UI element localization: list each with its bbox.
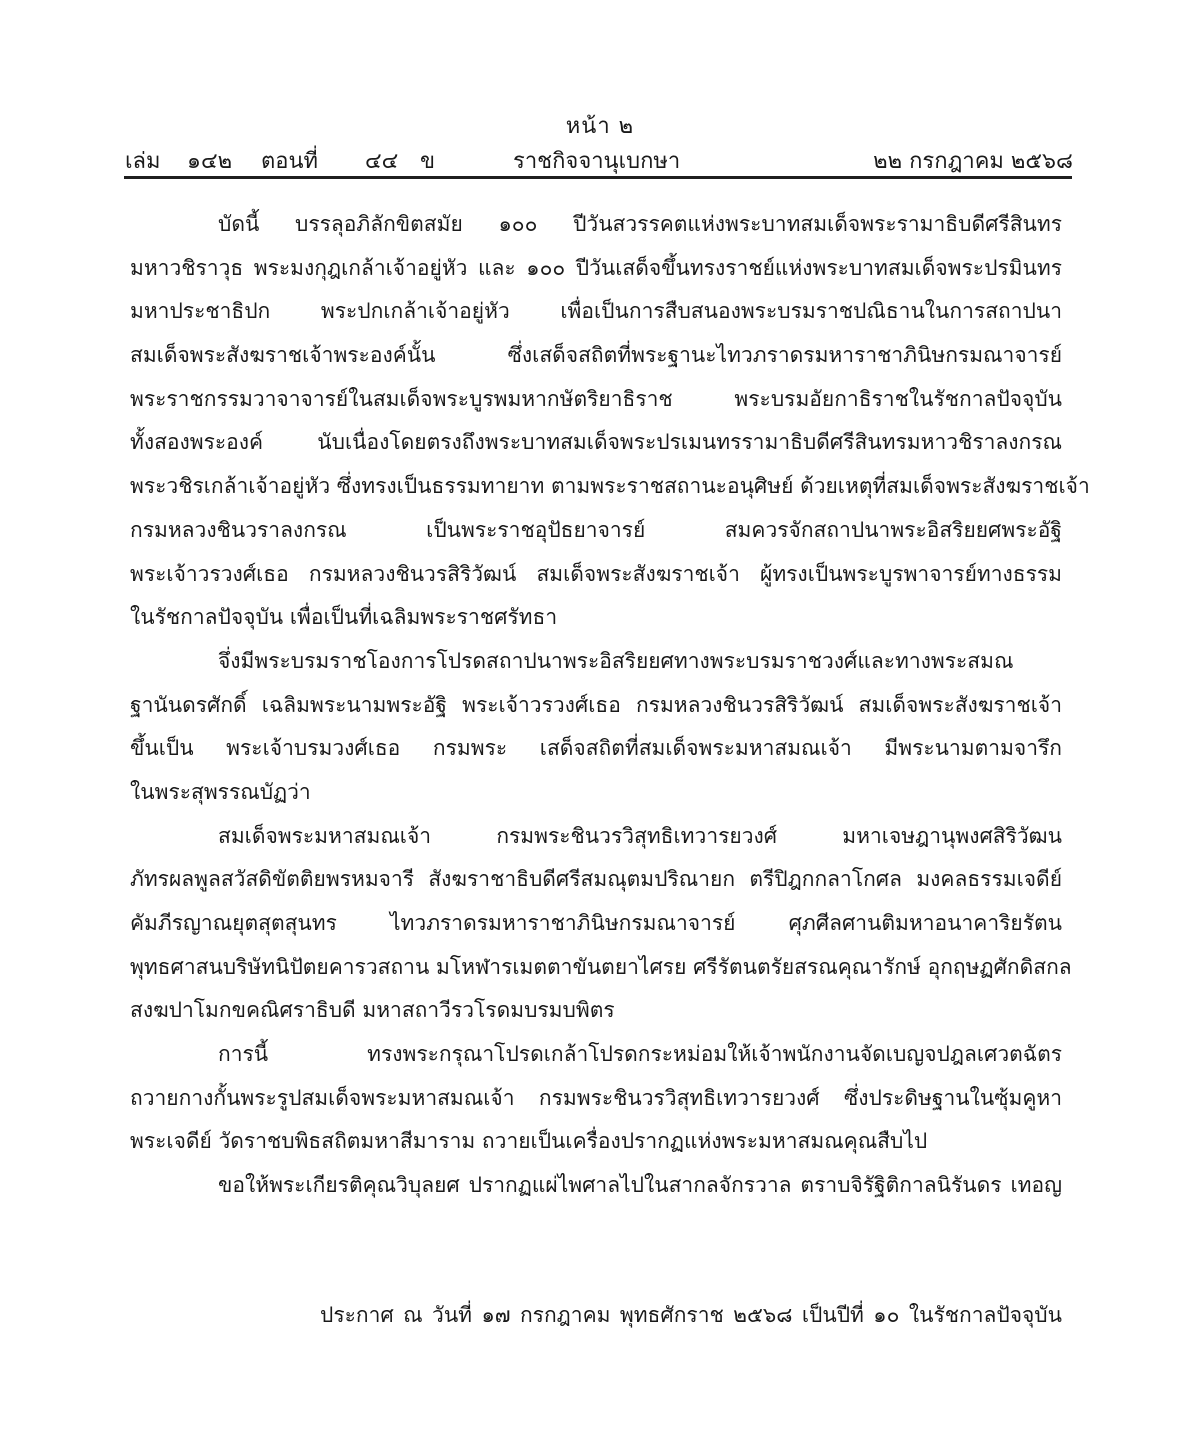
paragraph-blessing — [130, 1164, 1062, 1208]
publication-title: ราชกิจจานุเบกษา — [513, 149, 681, 174]
text-line: ในพระสุพรรณบัฏว่า — [130, 779, 311, 804]
volume-label: เล่ม — [125, 149, 161, 174]
page-number: หน้า ๒ — [565, 114, 635, 139]
volume-number: ๑๔๒ — [187, 149, 233, 174]
section-letter: ข — [420, 149, 436, 174]
text-line: สมเด็จพระมหาสมณเจ้า กรมพระชินวรวิสุทธิเทวารยวงศ์ มหาเจษฎานุพงศสิริวัฒน — [218, 823, 1062, 848]
proclamation-date-line: ประกาศ ณ วันที่ ๑๗ กรกฎาคม พุทธศักราช ๒๕๖๘ เป็นปีที่ ๑๐ ในรัชกาลปัจจุบัน — [320, 1303, 1062, 1327]
text-line: ขอให้พระเกียรติคุณวิบุลยศ ปรากฏแผ่ไพศาลไปในสากลจักรวาล ตราบจิรัฐิติกาลนิรันดร เทอญ — [218, 1173, 1062, 1198]
text-line: สงฆปาโมกขคณิศราธิบดี มหาสถาวีรวโรดมบรมบพิตร — [130, 998, 615, 1023]
text-line: ขึ้นเป็น พระเจ้าบรมวงศ์เธอ กรมพระ เสด็จสถิตที่สมเด็จพระมหาสมณเจ้า มีพระนามตามจารึก — [130, 736, 1062, 761]
text-line: ฐานันดรศักดิ์ เฉลิมพระนามพระอัฐิ พระเจ้าวรวงศ์เธอ กรมหลวงชินวรสิริวัฒน์ สมเด็จพระสังฆราชเจ้า — [130, 692, 1062, 717]
header-divider — [124, 176, 1072, 179]
issue-label: ตอนที่ — [261, 149, 319, 174]
document-body — [130, 203, 1090, 1208]
text-line: พระราชกรรมวาจาจารย์ในสมเด็จพระบูรพมหากษัตริยาธิราช พระบรมอัยกาธิราชในรัชกาลปัจจุบัน — [130, 386, 1062, 411]
paragraph-announcement — [130, 203, 1090, 640]
text-line: พุทธศาสนบริษัทนิปัตยคารวสถาน มโหฬารเมตตาขันตยาไศรย ศรีรัตนตรัยสรณคุณารักษ์ อุกฤษฏศักดิสกล — [130, 954, 1072, 979]
gazette-header — [125, 143, 1073, 173]
text-line: สมเด็จพระสังฆราชเจ้าพระองค์นั้น ซึ่งเสด็จสถิตที่พระฐานะไทวภราดรมหาราชาภินิษกรมณาจารย์ — [130, 343, 1062, 368]
text-line: พระวชิรเกล้าเจ้าอยู่หัว ซึ่งทรงเป็นธรรมทายาท ตามพระราชสถานะอนุศิษย์ ด้วยเหตุที่สมเด็จพระสังฆราชเจ้า — [130, 474, 1090, 499]
text-line: คัมภีรญาณยุตสุตสุนทร ไทวภราดรมหาราชาภินิษกรมณาจารย์ ศุภศีลศานติมหาอนาคาริยรัตน — [130, 911, 1062, 935]
text-line: มหาประชาธิปก พระปกเกล้าเจ้าอยู่หัว เพื่อเป็นการสืบสนองพระบรมราชปณิธานในการสถาปนา — [130, 299, 1062, 324]
text-line: ทั้งสองพระองค์ นับเนื่องโดยตรงถึงพระบาทสมเด็จพระปรเมนทรรามาธิบดีศรีสินทรมหาวชิราลงกรณ — [130, 430, 1062, 455]
paragraph-royal-command — [130, 640, 1062, 815]
paragraph-umbrella — [130, 1033, 1062, 1164]
text-line: กรมหลวงชินวราลงกรณ เป็นพระราชอุปัธยาจารย์ สมควรจักสถาปนาพระอิสริยยศพระอัฐิ — [130, 517, 1062, 542]
paragraph-royal-title — [130, 815, 1072, 1033]
publication-date: ๒๒ กรกฎาคม ๒๕๖๘ — [873, 149, 1073, 174]
text-line: จึ่งมีพระบรมราชโองการโปรดสถาปนาพระอิสริยยศทางพระบรมราชวงศ์และทางพระสมณ — [218, 648, 1014, 673]
text-line: บัดนี้ บรรลุอภิลักขิตสมัย ๑๐๐ ปีวันสวรรคตแห่งพระบาทสมเด็จพระรามาธิบดีศรีสินทร — [218, 212, 1062, 236]
text-line: ในรัชกาลปัจจุบัน เพื่อเป็นที่เฉลิมพระราชศรัทธา — [130, 605, 558, 630]
text-line: มหาวชิราวุธ พระมงกุฎเกล้าเจ้าอยู่หัว และ ๑๐๐ ปีวันเสด็จขึ้นทรงราชย์แห่งพระบาทสมเด็จพระปรมินทร — [130, 255, 1062, 280]
text-line: พระเจ้าวรวงศ์เธอ กรมหลวงชินวรสิริวัฒน์ สมเด็จพระสังฆราชเจ้า ผู้ทรงเป็นพระบูรพาจารย์ทางธรรม — [130, 561, 1062, 586]
text-line: พระเจดีย์ วัดราชบพิธสถิตมหาสีมาราม ถวายเป็นเครื่องปรากฏแห่งพระมหาสมณคุณสืบไป — [130, 1129, 928, 1154]
text-line: ภัทรผลพูลสวัสดิขัตติยพรหมจารี สังฆราชาธิบดีศรีสมณุตมปริณายก ตรีปิฎกกลาโกศล มงคลธรรมเจดีย์ — [130, 867, 1062, 892]
text-line: ถวายกางกั้นพระรูปสมเด็จพระมหาสมณเจ้า กรมพระชินวรวิสุทธิเทวารยวงศ์ ซึ่งประดิษฐานในซุ้มคูหา — [130, 1085, 1062, 1110]
issue-number: ๔๔ — [365, 149, 399, 174]
text-line: การนี้ ทรงพระกรุณาโปรดเกล้าโปรดกระหม่อมให้เจ้าพนักงานจัดเบญจปฎลเศวตฉัตร — [218, 1042, 1062, 1067]
